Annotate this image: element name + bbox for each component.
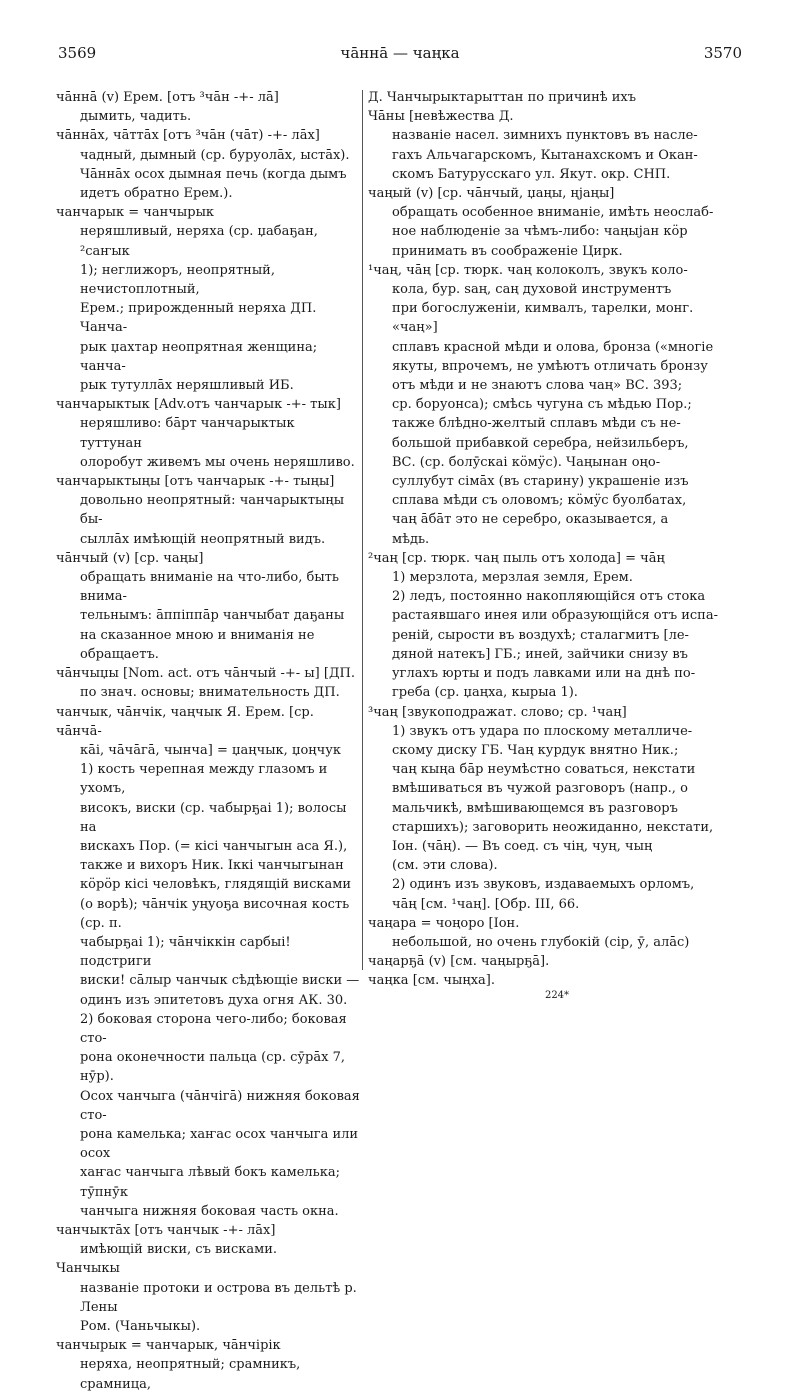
dictionary-entry bbox=[56, 88, 360, 126]
entry-definition-line: скомъ Батурусскаго ул. Якут. окр. СНП. bbox=[392, 166, 671, 182]
column-divider bbox=[362, 90, 363, 970]
page-number-right: 3570 bbox=[703, 44, 742, 62]
dictionary-entry bbox=[368, 703, 746, 914]
entry-definition-line: 1) мерзлота, мерзлая земля, Ерем. bbox=[392, 570, 633, 586]
dictionary-entry bbox=[368, 549, 746, 703]
entry-definition-line: обращать особенное вниманіе, имѣть неослаб- bbox=[392, 205, 714, 221]
entry-definition-line: по знач. основы; внимательность ДП. bbox=[80, 685, 340, 701]
entry-headword: чаңка [см. чыңха]. bbox=[368, 973, 495, 989]
dictionary-entry bbox=[56, 1336, 360, 1394]
entry-definition-line: «чаң»] bbox=[392, 320, 438, 336]
entry-definition-line: олоробут живемъ мы очень неряшливо. bbox=[80, 454, 355, 470]
entry-definition-line: 2) боковая сторона чего-либо; боковая сто- bbox=[80, 1011, 347, 1046]
entry-definition-line: неряшливый, неряха (ср. џабаҕан, ²саҥык bbox=[80, 224, 318, 259]
entry-definition-line: гахъ Альчагарскомъ, Кытанахскомъ и Окан- bbox=[392, 147, 698, 163]
entry-definition-line: 2) одинъ изъ звуковъ, издаваемыхъ орломъ, bbox=[392, 877, 695, 893]
entry-definition-line: ВС. (ср. болӯскаі кӧмӱс). Чаңынан оңо- bbox=[392, 454, 661, 470]
dictionary-entry bbox=[368, 107, 746, 184]
entry-definition-line: рык џахтар неопрятная женщина; чанча- bbox=[80, 339, 318, 374]
entry-definition-line: 1) кость черепная между глазомъ и ухомъ, bbox=[80, 762, 328, 797]
entry-definition-line: неряха, неопрятный; срамникъ, срамница, bbox=[80, 1357, 301, 1392]
entry-definition-line: мѣдь. bbox=[392, 531, 430, 547]
entry-definition-line: греба (ср. џаңха, кырыа 1). bbox=[392, 685, 578, 701]
entry-definition-line: 1) звукъ отъ удара по плоскому металличе- bbox=[392, 723, 693, 739]
entry-definition-line: сыллāх имѣющій неопрятный видъ. bbox=[80, 531, 326, 547]
entry-definition-line: чāң [см. ¹чаң]. [Обр. III, 66. bbox=[392, 896, 580, 912]
entry-definition-line: тельнымъ: āппіппāр чанчыбат даҕаны bbox=[80, 608, 345, 624]
dictionary-entry bbox=[368, 184, 746, 261]
signature-mark: 224* bbox=[544, 990, 570, 1001]
entry-definition-line: небольшой, но очень глубокій (сір, ӯ, алāс) bbox=[392, 934, 690, 950]
dictionary-entry bbox=[56, 703, 360, 1221]
entry-headword: чāнчый (v) [ср. чаңы] bbox=[56, 550, 204, 566]
entry-definition-line: ное наблюденіе за чѣмъ-либо: чаңыјан кӧр bbox=[392, 224, 688, 240]
entry-definition-line: мальчикѣ, вмѣшивающемся въ разговоръ bbox=[392, 800, 678, 816]
running-title: чāннā — чаңка bbox=[340, 44, 460, 62]
entry-headword: чанчарыктыңы [отъ чанчарык -+- тыңы] bbox=[56, 474, 335, 490]
entry-definition-line: одинъ изъ эпитетовъ духа огня АК. 30. bbox=[80, 992, 348, 1008]
dictionary-entry bbox=[368, 952, 746, 971]
entry-headword: ¹чаң, чāң [ср. тюрк. чаң колоколъ, звукъ коло- bbox=[368, 262, 688, 278]
entry-definition-line: 1); неглижоръ, неопрятный, нечистоплотный, bbox=[80, 262, 275, 298]
left-column bbox=[56, 88, 360, 1394]
entry-definition-line: Осох чанчыга (чāнчігā) нижняя боковая сто- bbox=[80, 1088, 360, 1123]
entry-definition-line: сплава мѣди съ оловомъ; кӧмӱс буолбатах, bbox=[392, 493, 687, 509]
entry-headword: Чанчыкы bbox=[56, 1261, 120, 1277]
entry-headword: чанчыктāх [отъ чанчык -+- лāх] bbox=[56, 1222, 276, 1238]
entry-definition-line: дяной натекъ] ГБ.; иней, зайчики снизу въ bbox=[392, 646, 688, 662]
entry-definition-line: (см. эти слова). bbox=[392, 858, 498, 874]
entry-definition-line: скому диску ГБ. Чаң курдук внятно Ник.; bbox=[392, 742, 679, 758]
dictionary-entry bbox=[368, 971, 746, 990]
entry-headword: чāннāх, чāттāх [отъ ³чāн (чāт) -+- лāх] bbox=[56, 128, 320, 144]
entry-definition-line: обращать вниманіе на что-либо, быть внима- bbox=[80, 570, 339, 605]
entry-definition-line: названіе насел. зимнихъ пунктовъ въ насле- bbox=[392, 128, 698, 144]
entry-definition-line: углахъ юрты и подъ лавками или на днѣ по- bbox=[392, 666, 696, 682]
entry-definition-line: большой прибавкой серебра, нейзильберъ, bbox=[392, 435, 689, 451]
entry-definition-line: Іон. (чāң). — Въ соед. съ чің, чуң, чың bbox=[392, 838, 653, 854]
entry-headword: Д. Чанчырыктарыттан по причинѣ ихъ bbox=[368, 90, 637, 105]
entry-definition-line: чаң āбāт это не серебро, оказывается, а bbox=[392, 512, 669, 528]
entry-definition-line: названіе протоки и острова въ дельтѣ р. Лены bbox=[80, 1280, 357, 1315]
entry-definition-line: високъ, виски (ср. чабырҕаі 1); волосы на bbox=[80, 800, 347, 835]
entry-definition-line: имѣющій виски, съ висками. bbox=[80, 1242, 278, 1258]
entry-headword: ²чаң [ср. тюрк. чаң пыль отъ холода] = чāң bbox=[368, 550, 665, 566]
entry-headword: чаңарҕā (v) [см. чаңырҕā]. bbox=[368, 954, 550, 970]
entry-definition-line: кола, бур. saң, саң духовой инструментъ bbox=[392, 282, 672, 298]
dictionary-entry bbox=[368, 88, 746, 107]
right-column bbox=[368, 88, 746, 991]
dictionary-entry bbox=[56, 126, 360, 203]
entry-headword: чанчырык = чанчарык, чāнчірік bbox=[56, 1338, 281, 1354]
entry-headword: ³чаң [звукоподражат. слово; ср. ¹чаң] bbox=[368, 704, 627, 720]
entry-headword: чаңара = чоңоро [Іон. bbox=[368, 915, 520, 931]
entry-definition-line: идетъ обратно Ерем.). bbox=[80, 186, 233, 202]
entry-headword: чāннā (v) Ерем. [отъ ³чāн -+- лā] bbox=[56, 90, 279, 105]
entry-definition-line: рона оконечности пальца (ср. сӯрāх 7, нӯр). bbox=[80, 1050, 345, 1085]
entry-definition-line: 2) ледъ, постоянно накопляющійся отъ стока bbox=[392, 589, 706, 605]
entry-definition-line: отъ мѣди и не знаютъ слова чаң» ВС. 393; bbox=[392, 378, 683, 394]
page-header bbox=[58, 44, 742, 66]
entry-definition-line: дымить, чадить. bbox=[80, 109, 192, 125]
entry-definition-line: рык тутуллāх неряшливый ИБ. bbox=[80, 378, 294, 394]
entry-definition-line: на сказанное мною и вниманія не обращаетъ. bbox=[80, 627, 315, 662]
entry-definition-line: чадный, дымный (ср. буруолāх, ыстāх). bbox=[80, 147, 350, 163]
entry-definition-line: вмѣшиваться въ чужой разговоръ (напр., о bbox=[392, 781, 688, 797]
entry-definition-line: хаҥас чанчыга лѣвый бокъ камелька; тӯпнӯк bbox=[80, 1165, 340, 1200]
entry-definition-line: якуты, впрочемъ, не умѣютъ отличать бронзу bbox=[392, 358, 708, 374]
entry-headword: чāнчыџы [Nom. act. отъ чāнчый -+- ы] [ДП. bbox=[56, 666, 355, 682]
entry-definition-line: старшихъ); заговорить неожиданно, некстати, bbox=[392, 819, 714, 835]
entry-definition-line: сплавъ красной мѣди и олова, бронза («многіе bbox=[392, 339, 714, 355]
entry-definition-line: Ерем.; прирожденный неряха ДП. Чанча- bbox=[80, 301, 317, 336]
entry-definition-line: также блѣдно-желтый сплавъ мѣди съ не- bbox=[392, 416, 681, 432]
entry-definition-line: довольно неопрятный: чанчарыктыңы бы- bbox=[80, 493, 345, 528]
entry-definition-line: ср. боруонса); смѣсь чугуна съ мѣдью Пор.; bbox=[392, 397, 692, 413]
dictionary-entry bbox=[368, 914, 746, 952]
entry-definition-line: чабырҕаі 1); чāнчіккін сарбыі! подстриги bbox=[80, 934, 291, 970]
entry-headword: чанчарыктык [Adv.отъ чанчарык -+- тык] bbox=[56, 397, 341, 413]
entry-definition-line: при богослуженіи, кимвалъ, тарелки, монг. bbox=[392, 301, 694, 317]
entry-definition-line: суллубут сімāх (въ старину) украшеніе изъ bbox=[392, 474, 689, 490]
dictionary-entry bbox=[368, 261, 746, 549]
entry-definition-line: (о ворѣ); чāнчік уңуоҕа височная кость (ср. п. bbox=[80, 896, 350, 931]
entry-definition-line: Ром. (Чаньчыкы). bbox=[80, 1319, 201, 1334]
dictionary-entry bbox=[56, 472, 360, 549]
page-number-left: 3569 bbox=[58, 44, 97, 62]
entry-definition-line: кāі, чāчāгā, чынча] = џаңчык, џоңчук bbox=[80, 742, 342, 758]
entry-definition-line: виски! сāлыр чанчык сѣдѣющіе виски — bbox=[80, 973, 360, 989]
dictionary-entry bbox=[56, 549, 360, 664]
entry-headword: чанчарык = чанчырык bbox=[56, 205, 215, 221]
dictionary-entry bbox=[56, 664, 360, 702]
entry-definition-line: Чāннāх осох дымная печь (когда дымъ bbox=[80, 166, 347, 182]
dictionary-entry bbox=[56, 1259, 360, 1336]
dictionary-entry bbox=[56, 203, 360, 395]
entry-definition-line: неряшливо: бāрт чанчарыктык туттунан bbox=[80, 416, 295, 451]
dictionary-entry bbox=[56, 1221, 360, 1259]
entry-headword: чанчык, чāнчік, чаңчык Я. Ерем. [ср. чāнчā- bbox=[56, 704, 314, 739]
entry-definition-line: растаявшаго инея или образующійся отъ испа- bbox=[392, 608, 718, 624]
entry-headword: Чāны [невѣжества Д. bbox=[368, 109, 514, 125]
entry-definition-line: реній, сырости въ воздухѣ; сталагмитъ [ле- bbox=[392, 627, 689, 643]
entry-headword: чаңый (v) [ср. чāнчый, џаңы, ңjаңы] bbox=[368, 186, 615, 202]
entry-definition-line: рона камелька; хаҥас осох чанчыга или осох bbox=[80, 1126, 359, 1162]
entry-definition-line: также и вихоръ Ник. Іккі чанчыгынан bbox=[80, 858, 344, 874]
entry-definition-line: кӧрӧр кісі человѣкъ, глядящій висками bbox=[80, 877, 352, 893]
entry-definition-line: принимать въ соображеніе Цирк. bbox=[392, 243, 623, 259]
dictionary-entry bbox=[56, 395, 360, 472]
entry-definition-line: вискахъ Пор. (= кісі чанчыгын аса Я.), bbox=[80, 838, 348, 854]
entry-definition-line: чанчыга нижняя боковая часть окна. bbox=[80, 1203, 339, 1219]
entry-definition-line: чаң кыңа бāр неумѣстно соваться, некстати bbox=[392, 762, 696, 778]
